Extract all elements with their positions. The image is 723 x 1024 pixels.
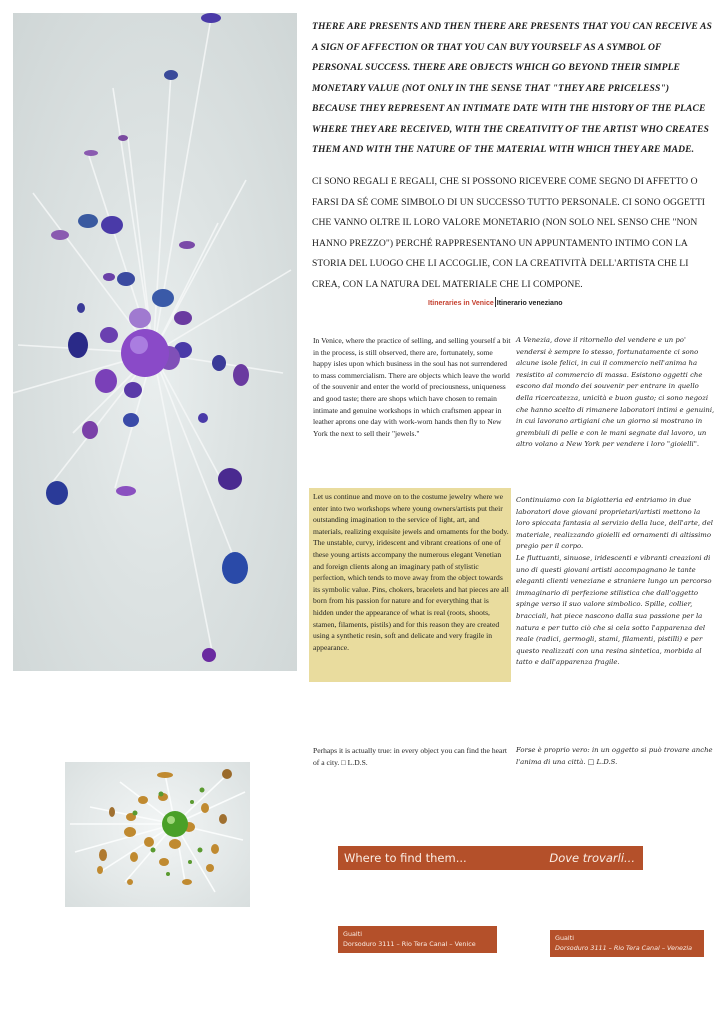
sphere-highlight — [130, 336, 148, 354]
italian-highlight-text — [516, 495, 716, 669]
bead-highlight — [167, 816, 175, 824]
address-english — [338, 926, 497, 953]
shop-address-english: Dorsoduro 3111 – Rio Tera Canal – Venice — [343, 940, 476, 948]
intro-english: THERE ARE PRESENTS AND THEN THERE ARE PRESENTS THAT YOU CAN RECEIVE AS A SIGN OF AFFECTION OR THAT YOU CAN BUY YOURSELF AS A SYMBOL OF PERSONAL SUCCESS. THERE ARE OBJECTS WHICH GO BEYOND THEIR SIMPLE MONETARY VALUE (NOT ONLY IN THE SENSE THAT "THEY ARE PRICELESS") BECAUSE THEY REPRESENT AN INTIMATE DATE WITH THE HISTORY OF THE PLACE WHERE THEY ARE RECEIVED, WITH THE CREATIVITY OF THE ARTIST WHO CREATES THEM AND WITH THE NATURE OF THE MATERIAL WITH WHICH THEY ARE MADE. — [312, 21, 712, 155]
green-jewel-photo — [65, 762, 250, 907]
shop-name-english: Gualti — [343, 930, 362, 938]
intro-italian: CI SONO REGALI E REGALI, CHE SI POSSONO RICEVERE COME SEGNO DI AFFETTO O FARSI DA SÉ COME SIMBOLO DI UN SUCCESSO TUTTO PERSONALE. CI SONO OGGETTI CHE VANNO OLTRE IL LORO VALORE MONETARIO (NON SOLO NEL SENSO CHE "NON HANNO PREZZO") PERCHÉ RAPPRESENTANO UN APPUNTAMENTO INTIMO CON LA STORIA DEL LUOGO CHE LI ACCOGLIE, CON LA CREATIVITÀ DELL'ARTISTA CHE LI CREA, CON LA NATURA DEL MATERIALE CHE LI COMPONE. — [312, 176, 705, 290]
center-bead — [162, 811, 188, 837]
section-label-divider — [495, 297, 496, 307]
center-sphere — [121, 329, 169, 377]
italian-paragraph-3: Le fluttuanti, sinuose, iridescenti e vibranti creazioni di uno di questi giovani artisti accompagnano le tante eleganti clienti veneziane e straniere lungo un percorso immaginario di perfezione stilistica che dall'oggetto spinge verso il suo valore simbolico. Spille, collier, bracciali, hat piece nascono dalla sua passione per la natura e per tutto ciò che si cela sotto l'apparenza del reale (radici, germogli, stami, filamenti, pistilli) e per questo realizzati con una resina sintetica, morbida al tatto e dall'apparenza fragile. — [516, 553, 712, 667]
english-paragraph-2: Let us continue and move on to the costume jewelry where we enter into two workshops where young owners/artists put their outstanding imagination to the service of light, art, and materials, realizing exquisite jewels and ornaments for the body. — [313, 492, 509, 536]
section-label-italian: Itinerario veneziano — [496, 300, 563, 307]
section-label — [428, 297, 563, 307]
italian-closing: Forse è proprio vero: in un oggetto si può trovare anche l'anima di una città. □ L.D.S. — [516, 746, 713, 766]
address-italian — [550, 930, 704, 957]
where-to-find-italian: Dove trovarli... — [549, 851, 635, 865]
purple-jewel-illustration — [13, 13, 297, 671]
english-paragraph-1: In Venice, where the practice of selling, and selling yourself a bit in the process, is still observed, there are, fortunately, some happy isles upon which business in the soul has not surrendered to mass commercialism. There are objects which leave the world of the souvenir and enter the world of preciousness, uniqueness and good taste; there are shops which have chosen to remain intimate and genuine workshops in which craftsmen appear in leather aprons one day with work-worn hands then fly to New York the next to sell their "jewels." — [313, 336, 511, 438]
english-highlight-text — [313, 491, 509, 653]
green-jewel-illustration — [65, 762, 250, 907]
section-label-english: Itineraries in Venice — [428, 300, 494, 307]
where-to-find-english: Where to find them... — [344, 851, 467, 865]
shop-name-italian: Gualti — [555, 934, 574, 942]
english-closing: Perhaps it is actually true: in every object you can find the heart of a city. □ L.D.S. — [313, 746, 507, 767]
shop-address-italian: Dorsoduro 3111 – Rio Tera Canal – Venezia — [555, 944, 693, 952]
where-to-find-banner — [338, 846, 643, 870]
main-jewel-photo — [13, 13, 297, 671]
english-paragraph-3: The unstable, curvy, iridescent and vibrant creations of one of these young artists accompany the numerous elegant Venetian and foreign clients along an imaginary path of stylistic perfection, which tends to move away from the object towards its symbolic value. Pins, chokers, bracelets and hat pieces are all born from his passion for nature and for everything that is hidden under the appearance of what is real (roots, shoots, stamen, filaments, pistils) and for this reason they are created using a synthetic resin, soft and delicate and very fragile in appearance. — [313, 538, 509, 652]
italian-paragraph-1: A Venezia, dove il ritornello del vendere e un po' vendersi è sempre lo stesso, fortunatamente ci sono alcune isole felici, in cui il commercio nell'anima ha resistito al commercio di massa. Esistono oggetti che escono dal mondo dei souvenir per entrare in quello della ricercatezza, unicità e buon gusto; ci sono negozi che hanno scelto di rimanere laboratori intimi e genuini, in cui lavorano artigiani che un giorno si mostrano in grembiuli di pelle e con le mani segnate dal lavoro, un altro volano a New York per vendere i loro "gioielli". — [516, 336, 715, 449]
italian-paragraph-2: Continuiamo con la bigiotteria ed entriamo in due laboratori dove giovani proprietari/artisti mettono la loro spiccata fantasia al servizio della luce, dell'arte, del materiale, realizzando gioielli ed ornamenti di altissimo pregio per il corpo. — [516, 496, 713, 551]
stems — [70, 772, 245, 892]
